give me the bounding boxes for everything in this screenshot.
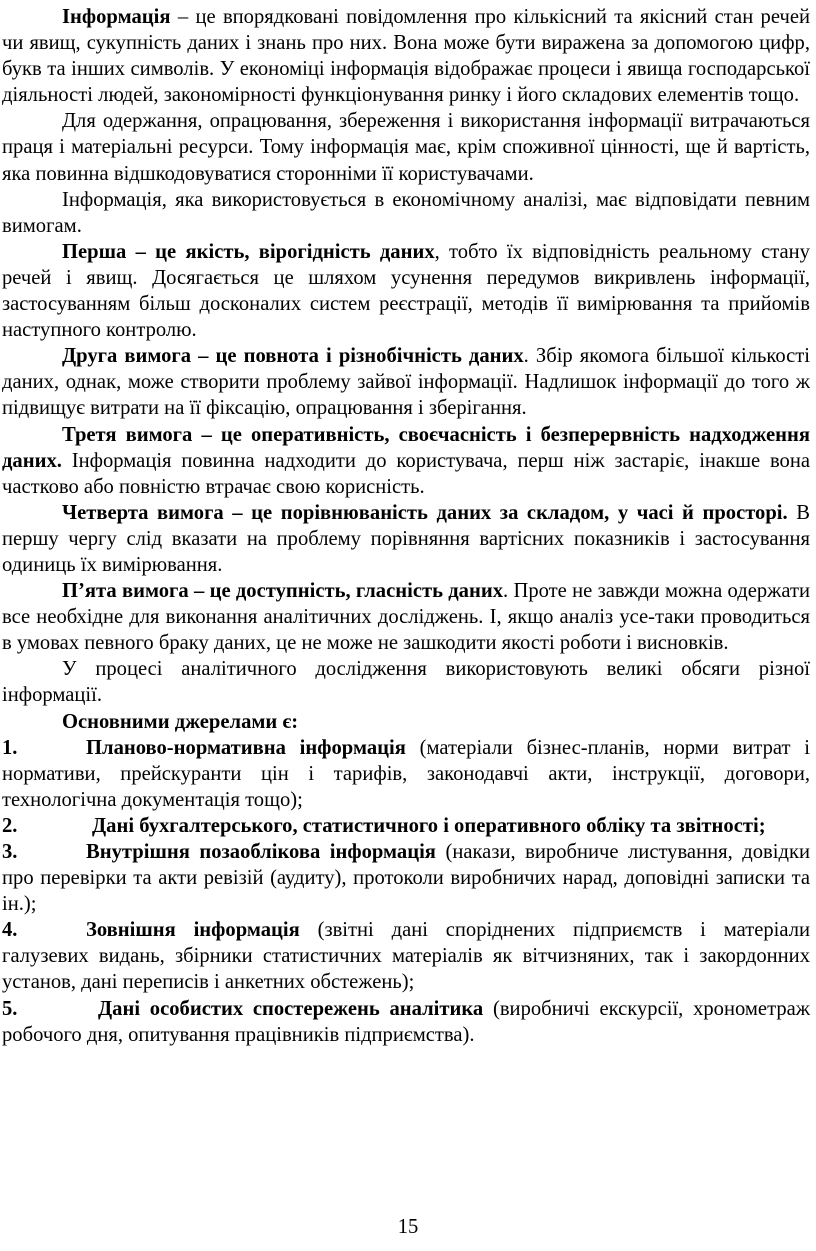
paragraph-requirement-1: Перша – це якість, вірогідність даних, тобто їх відповідність реальному стану речей і явищ. Досягається це шляхом усунення передумов викривлень інформації, застосуванням більш досконалих систем реєстрації, методів її вимірювання та прийомів наступного контролю.	[2, 240, 810, 342]
list-item-source-3: 3. Внутрішня позаоблікова інформація (накази, виробниче листування, довідки про перевірки та акти ревізій (аудиту), протоколи виробничих нарад, доповідні записки та ін.);	[2, 841, 810, 916]
list-item-source-2: 2. Дані бухгалтерського, статистичного і оперативного обліку та звітності;	[2, 813, 810, 839]
list-number: 5.	[2, 997, 18, 1020]
list-number: 3.	[2, 841, 18, 863]
list-number: 2.	[2, 814, 18, 837]
list-item-source-5: 5. Дані особистих спостережень аналітика (виробничі екскурсії, хронометраж робочого дня, опитування працівників підприємства).	[2, 997, 810, 1046]
paragraph-information-definition: Інформація – це впорядковані повідомлення про кількісний та якісний стан речей чи явищ, сукупність даних і знань про них. Вона може бути виражена за допомогою цифр, букв та інших символів. У економіці інформація відображає процеси і явища господарської діяльності людей, закономірності функціонування ринку і його складових елементів тощо.	[2, 6, 810, 107]
list-item-source-1: 1. Планово-нормативна інформація (матеріали бізнес-планів, норми витрат і нормативи, прейскуранти цін і тарифів, законодавчі акти, інструкції, договори, технологічна документація тощо);	[2, 736, 810, 811]
document-page	[0, 4, 816, 1048]
term-information: Інформація	[62, 6, 171, 28]
paragraph-requirement-5: П’ята вимога – це доступність, гласність даних. Проте не завжди можна одержати все необхідне для виконання аналітичних досліджень. І, якщо аналіз усе-таки проводиться в умовах певного браку даних, це не може не зашкодити якості роботи і висновків.	[2, 580, 810, 655]
paragraph-requirement-3: Третя вимога – це оперативність, своєчасність і безперервність надходження даних. Інформація повинна надходити до користувача, перш ніж застаріє, інакше вона частково або повністю втрачає свою корисність.	[2, 423, 810, 498]
list-item-source-4: 4. Зовнішня інформація (звітні дані споріднених підприємств і матеріали галузевих видань, збірники статистичних матеріалів як вітчизняних, так і закордонних установ, дані переписів і анкетних обстежень);	[2, 919, 810, 994]
paragraph-requirements-intro: Інформація, яка використовується в економічному аналізі, має відповідати певним вимогам.	[2, 188, 810, 237]
paragraph-requirement-4: Четверта вимога – це порівнюваність даних за складом, у часі й просторі. В першу чергу слід вказати на проблему порівняння вартісних показників і застосування одиниць їх вимірювання.	[2, 501, 810, 576]
paragraph-information-volume: У процесі аналітичного дослідження використовують великі обсяги різної інформації.	[2, 658, 810, 707]
page-number: 15	[397, 1216, 419, 1238]
paragraph-sources-heading: Основними джерелами є:	[62, 710, 299, 733]
list-number: 1.	[2, 736, 18, 759]
list-number: 4.	[2, 919, 18, 942]
paragraph-information-cost: Для одержання, опрацювання, збереження і використання інформації витрачаються праця і матеріальні ресурси. Тому інформація має, крім споживної цінності, ще й вартість, яка повинна відшкодовуватися сторонніми її користувачами.	[2, 110, 810, 185]
paragraph-requirement-2: Друга вимога – це повнота і різнобічність даних. Збір якомога більшої кількості даних, однак, може створити проблему зайвої інформації. Надлишок інформації до того ж підвищує витрати на її фіксацію, опрацювання і зберігання.	[2, 345, 810, 420]
